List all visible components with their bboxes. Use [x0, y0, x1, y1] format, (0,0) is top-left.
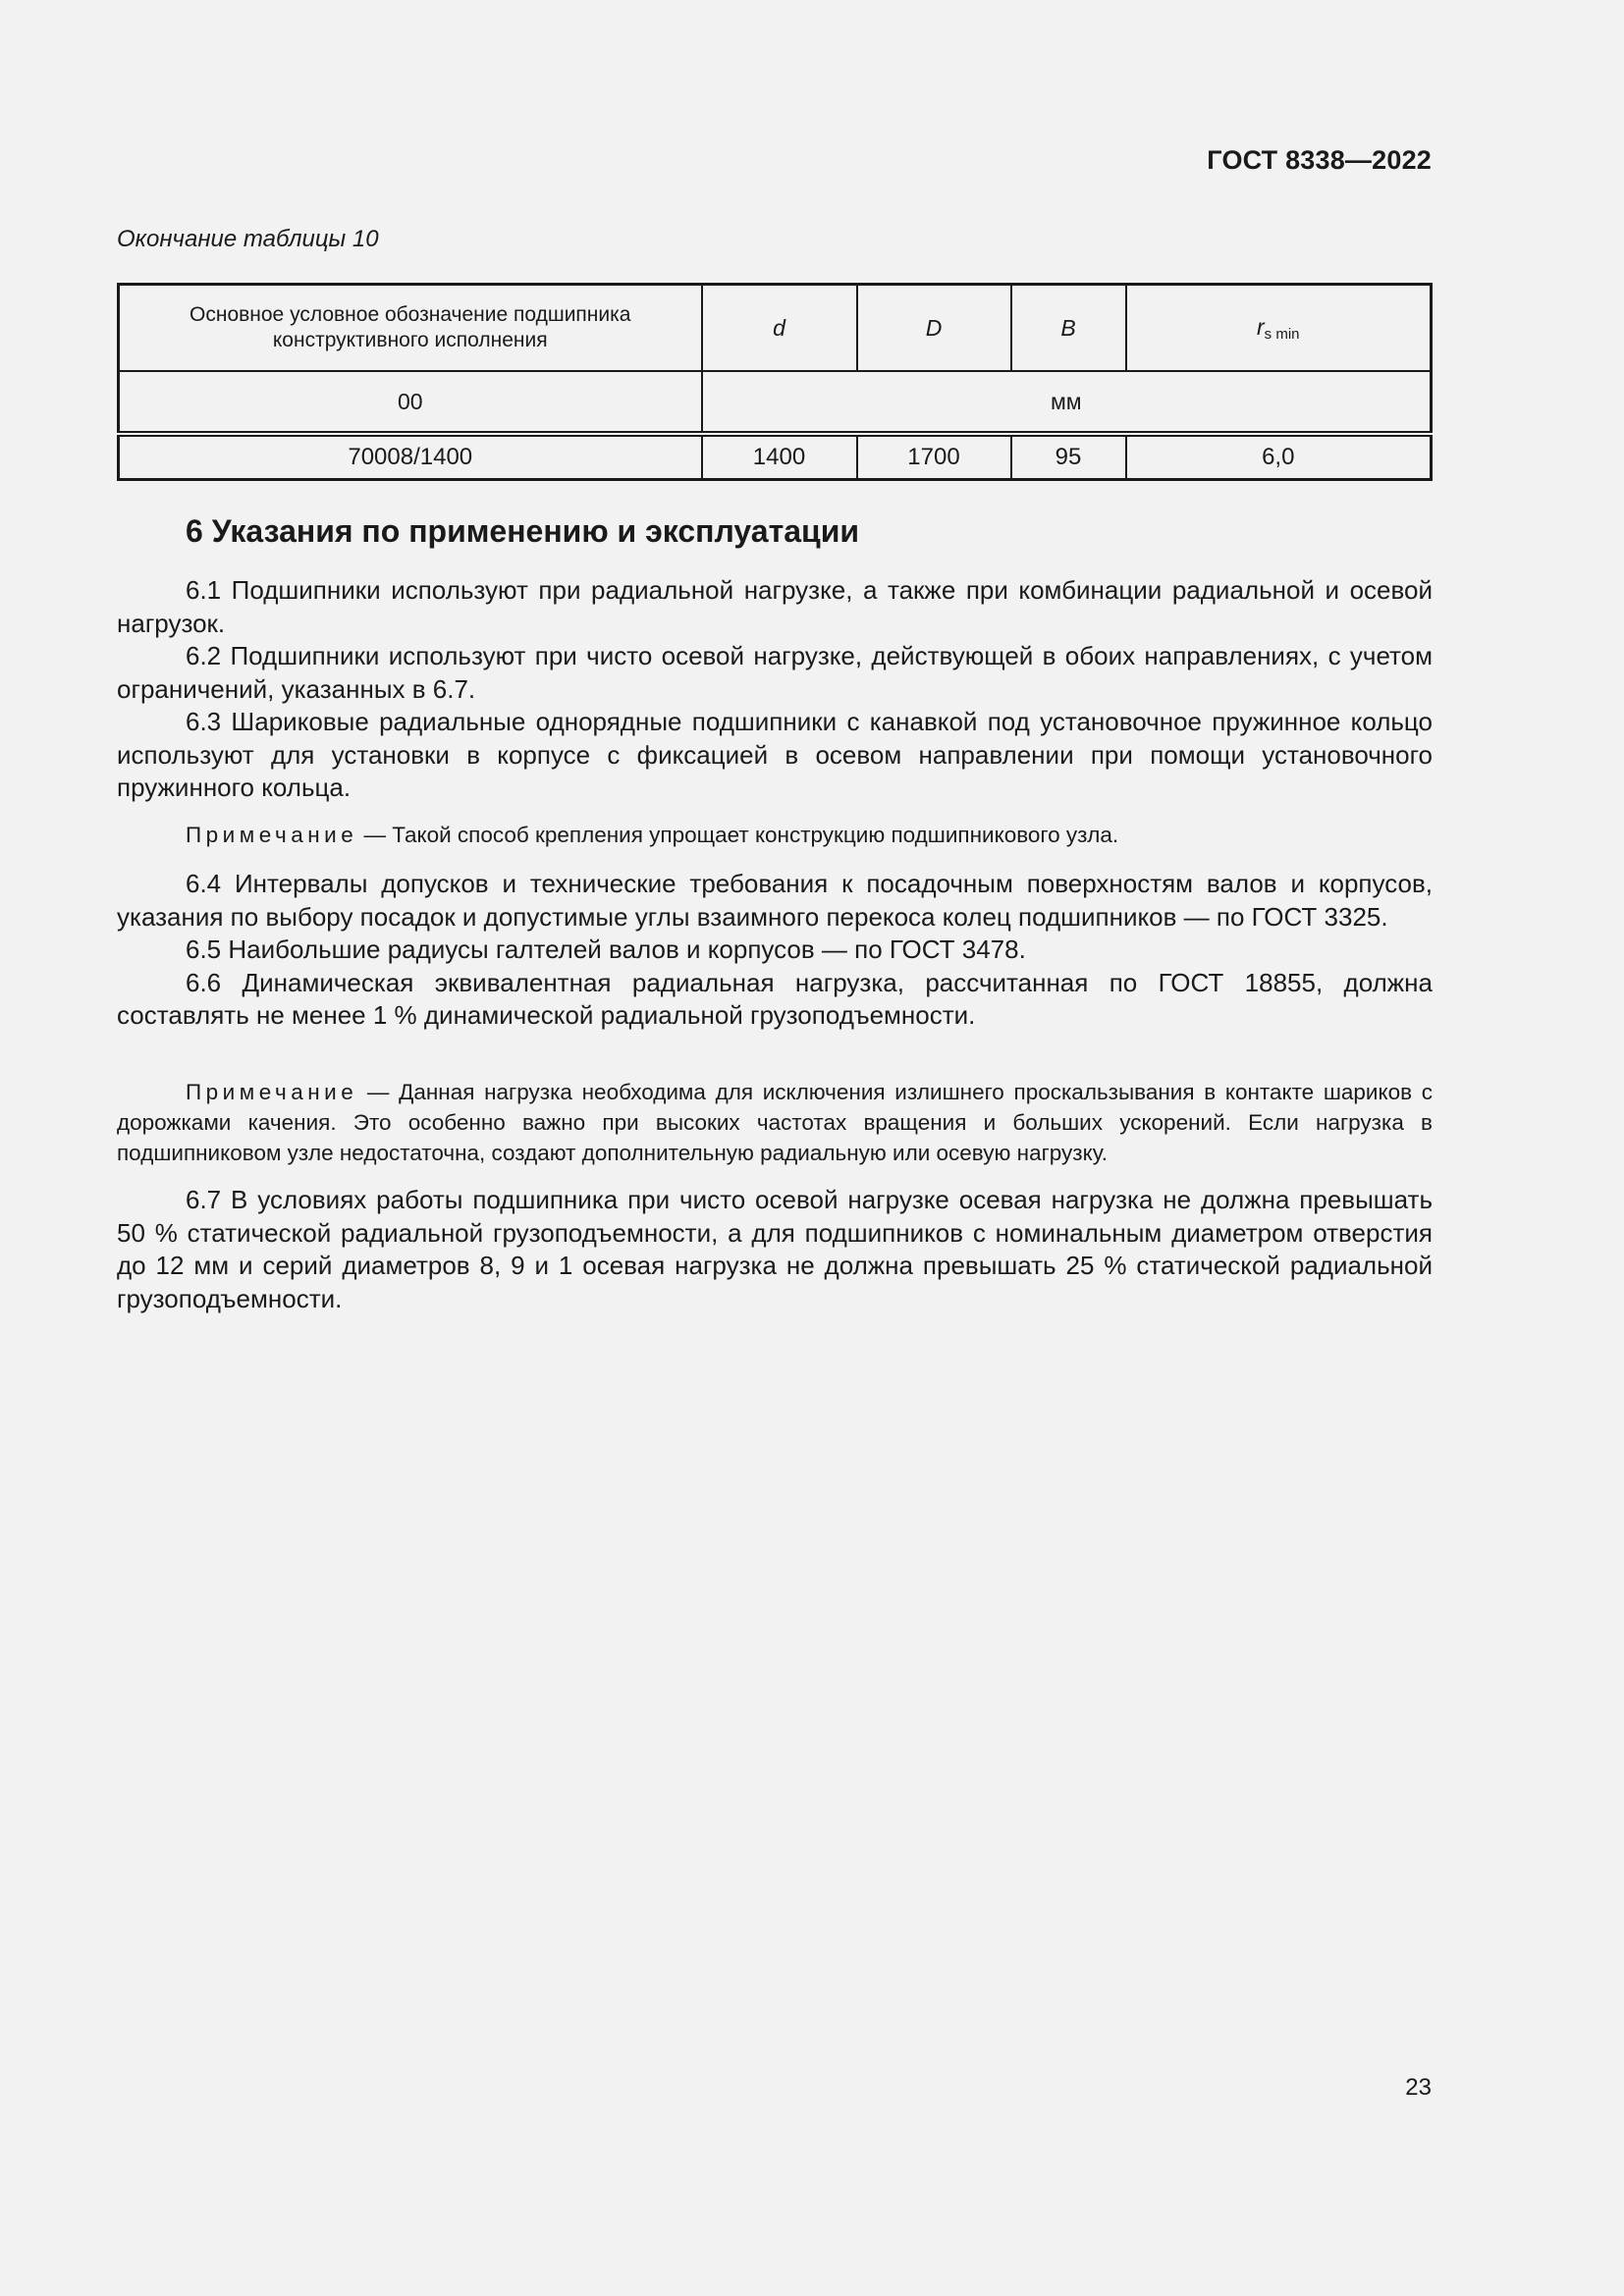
header-designation: Основное условное обозначение подшипника конструктивного исполнения	[119, 285, 702, 372]
table-header-row	[119, 285, 1432, 372]
paragraph-group-1	[117, 574, 1433, 805]
header-r-subscript: s min	[1264, 325, 1300, 343]
units-mm: мм	[702, 371, 1432, 434]
units-designation: 00	[119, 371, 702, 434]
table-row	[119, 434, 1432, 480]
table-caption: Окончание таблицы 10	[117, 226, 379, 252]
paragraph-group-3	[117, 1184, 1433, 1315]
header-B: B	[1011, 285, 1126, 372]
paragraph-6-7: 6.7 В условиях работы подшипника при чисто осевой нагрузке осевая нагрузка не должна превышать 50 % статической радиальной грузоподъемности, а для подшипников с номинальным диаметром отверстия до 12 мм и серий диаметров 8, 9 и 1 осевая нагрузка не должна превышать 25 % статической радиальной грузоподъемности.	[117, 1185, 1433, 1313]
cell-B: 95	[1011, 434, 1126, 480]
header-d: d	[702, 285, 857, 372]
paragraph-6-5: 6.5 Наибольшие радиусы галтелей валов и корпусов — по ГОСТ 3478.	[186, 934, 1026, 964]
table-units-row	[119, 371, 1432, 434]
note-2-text: — Данная нагрузка необходима для исключения излишнего проскальзывания в контакте шариков с дорожками качения. Это особенно важно при высоких частотах вращения и больших ускорений. Если нагрузка в подшипниковом узле недостаточна, создают дополнительную радиальную или осевую нагрузку.	[117, 1080, 1433, 1165]
note-1	[117, 820, 1433, 850]
section-title: 6 Указания по применению и эксплуатации	[186, 513, 860, 549]
paragraph-6-4: 6.4 Интервалы допусков и технические требования к посадочным поверхностям валов и корпусов, указания по выбору посадок и допустимые углы взаимного перекоса колец подшипников — по ГОСТ 3325.	[117, 869, 1433, 932]
note-1-label: Примечание	[186, 823, 358, 847]
header-D: D	[857, 285, 1011, 372]
document-code: ГОСТ 8338—2022	[1207, 145, 1432, 175]
note-1-text: — Такой способ крепления упрощает конструкцию подшипникового узла.	[357, 823, 1119, 847]
note-2	[117, 1077, 1433, 1168]
paragraph-6-6: 6.6 Динамическая эквивалентная радиальная нагрузка, рассчитанная по ГОСТ 18855, должна составлять не менее 1 % динамической радиальной грузоподъемности.	[117, 967, 1433, 1030]
header-r-s-min	[1126, 285, 1432, 372]
cell-designation: 70008/1400	[119, 434, 702, 480]
header-r-symbol: r	[1256, 313, 1265, 340]
bearing-dimensions-table	[117, 283, 1433, 481]
page-number: 23	[1405, 2074, 1432, 2101]
cell-D: 1700	[857, 434, 1011, 480]
paragraph-6-3: 6.3 Шариковые радиальные однорядные подшипники с канавкой под установочное пружинное кольцо используют для установки в корпусе с фиксацией в осевом направлении при помощи установочного пружинного кольца.	[117, 707, 1433, 802]
paragraph-6-1: 6.1 Подшипники используют при радиальной нагрузке, а также при комбинации радиальной и осевой нагрузок.	[117, 575, 1433, 638]
note-2-label: Примечание	[186, 1080, 358, 1104]
paragraph-6-2: 6.2 Подшипники используют при чисто осевой нагрузке, действующей в обоих направлениях, с учетом ограничений, указанных в 6.7.	[117, 641, 1433, 704]
cell-r-s-min: 6,0	[1126, 434, 1432, 480]
cell-d: 1400	[702, 434, 857, 480]
paragraph-group-2	[117, 868, 1433, 1033]
